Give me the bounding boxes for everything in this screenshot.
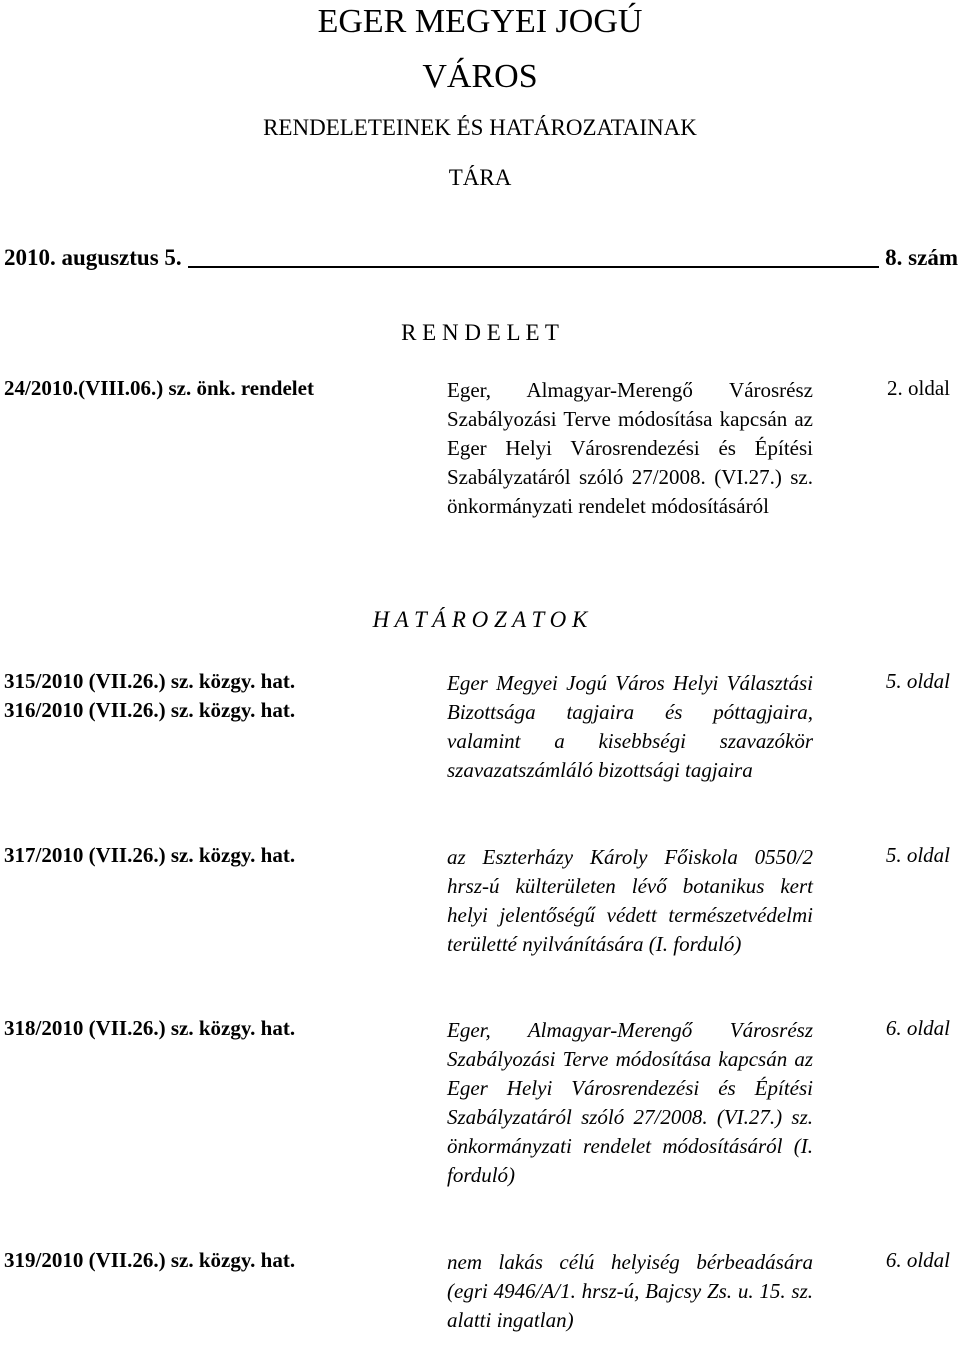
subtitle-line-1: RENDELETEINEK ÉS HATÁROZATAINAK xyxy=(263,115,697,140)
issue-date-line xyxy=(4,245,958,271)
issue-date: 2010. augusztus 5. xyxy=(4,245,182,270)
hatarozat-description-317: az Eszterházy Károly Főiskola 0550/2 hrsz-ú külterületen lévő botanikus kert helyi jelentőségű védett természetvédelmi területté nyilvánítására (I. forduló) xyxy=(447,845,813,956)
hatarozat-page-319: 6. oldal xyxy=(885,1248,950,1272)
hatarozat-page-318: 6. oldal xyxy=(885,1016,950,1040)
title-line-2: VÁROS xyxy=(422,58,538,95)
hatarozat-description-315-316: Eger Megyei Jogú Város Helyi Választási Bizottsága tagjaira és póttagjaira, valamint a kisebbségi szavazókör szavazatszámláló bizottsági tagjaira xyxy=(447,671,813,782)
rendelet-heading: R E N D E L E T xyxy=(401,320,559,345)
hatarozat-description-318: Eger, Almagyar-Merengő Városrész Szabályozási Terve módosítása kapcsán az Eger Helyi Városrendezési és Építési Szabályzatáról szóló 27/2008. (VI.27.) sz. önkormányzati rendelet módosításáról (I. forduló) xyxy=(447,1018,813,1187)
hatarozat-ref-318: 318/2010 (VII.26.) sz. közgy. hat. xyxy=(4,1016,296,1040)
hatarozat-page-317: 5. oldal xyxy=(885,843,950,867)
title-line-1: EGER MEGYEI JOGÚ xyxy=(317,3,643,40)
rendelet-ref: 24/2010.(VIII.06.) sz. önk. rendelet xyxy=(4,376,314,400)
subtitle-line-2: TÁRA xyxy=(448,165,512,190)
issue-number: 8. szám xyxy=(885,245,958,270)
header-rule xyxy=(188,265,880,268)
hatarozat-ref-315: 315/2010 (VII.26.) sz. közgy. hat. xyxy=(4,669,296,693)
hatarozat-ref-316: 316/2010 (VII.26.) sz. közgy. hat. xyxy=(4,698,296,722)
rendelet-page: 2. oldal xyxy=(887,376,950,400)
hatarozat-page-315-316: 5. oldal xyxy=(885,669,950,693)
hatarozat-ref-317: 317/2010 (VII.26.) sz. közgy. hat. xyxy=(4,843,296,867)
hatarozat-heading: H A T Á R O Z A T O K xyxy=(372,607,588,632)
hatarozat-ref-319: 319/2010 (VII.26.) sz. közgy. hat. xyxy=(4,1248,296,1272)
rendelet-description: Eger, Almagyar-Merengő Városrész Szabályozási Terve módosítása kapcsán az Eger Helyi Városrendezési és Építési Szabályzatáról szóló 27/2008. (VI.27.) sz. önkormányzati rendelet módosításáról xyxy=(447,378,813,518)
hatarozat-description-319: nem lakás célú helyiség bérbeadására (egri 4946/A/1. hrsz-ú, Bajcsy Zs. u. 15. sz. alatti ingatlan) xyxy=(447,1250,813,1332)
